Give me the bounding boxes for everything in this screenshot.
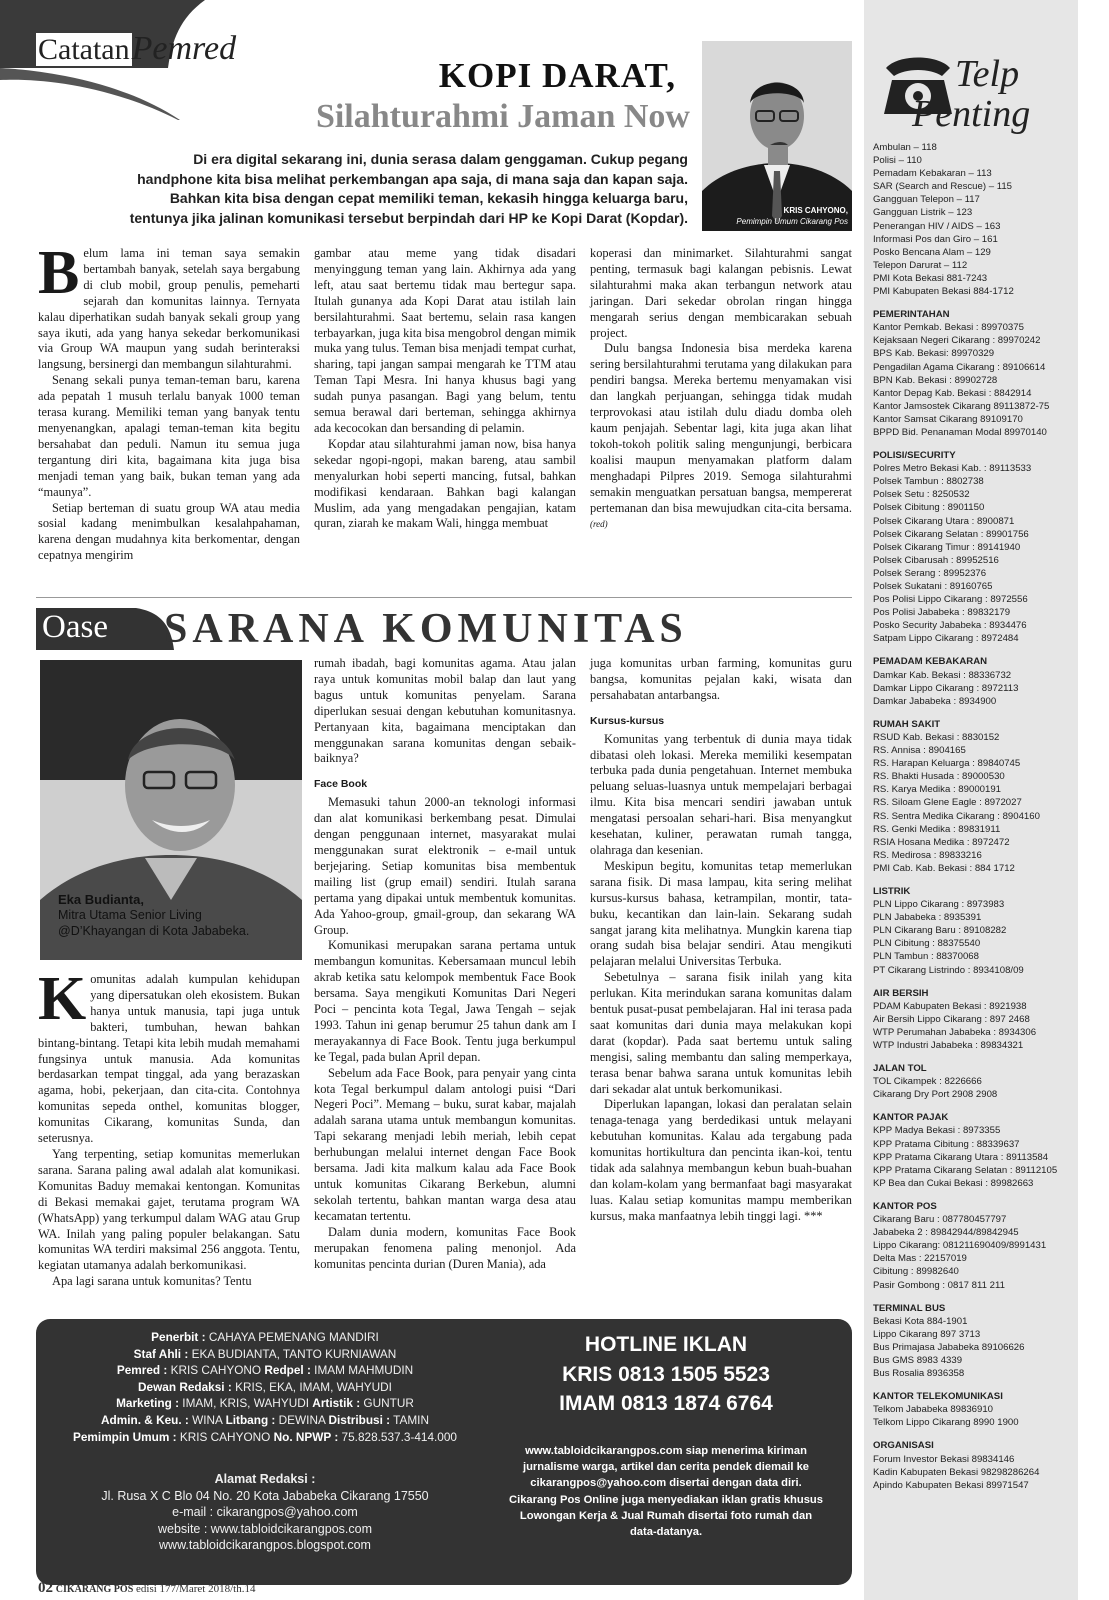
masthead-value: IMAM, KRIS, WAHYUDI xyxy=(179,1396,313,1411)
phone-entry: Telkom Lippo Cikarang 8990 1900 xyxy=(873,1417,1019,1429)
masthead-value: 75.828.537.3-414.000 xyxy=(338,1429,457,1444)
paragraph xyxy=(590,341,852,533)
phone-entry: Pos Polisi Lippo Cikarang : 8972556 xyxy=(873,594,1028,606)
phone-entry: Kejaksaan Negeri Cikarang : 89970242 xyxy=(873,335,1041,347)
phone-entry: Apindo Kabupaten Bekasi 89971547 xyxy=(873,1479,1029,1491)
phone-entry: WTP Perumahan Jababeka : 8934306 xyxy=(873,1026,1037,1038)
phone-entry: Damkar Jababeka : 8934900 xyxy=(873,695,997,707)
paragraph: omunitas adalah kumpulan kehidupan yang dipersatukan oleh ekosistem. Bukan hanya untuk manusia, tapi juga untuk bakteri, tumbuhan, hewan bahkan bintang-bintang. Tetapi kita lebih mudah memahami fungsinya untuk manusia. Ada komunitas berdasarkan tempat tinggal, ada yang berazaskan agama, hobi, pekerjaan, dan cita-cita. Contohnya komunitas sepeda onthel, komunitas blogger, komunitas Cikarang, komunitas Sunda, dan seterusnya. xyxy=(38,972,300,1146)
phone-entry: Kantor Depag Kab. Bekasi : 8842914 xyxy=(873,387,1032,399)
directory-section-title: KANTOR TELEKOMUNIKASI xyxy=(873,1391,1003,1403)
phone-entry: PMI Kota Bekasi 881-7243 xyxy=(873,272,988,284)
phone-entry: Forum Investor Bekasi 89834146 xyxy=(873,1453,1015,1465)
phone-entry: PLN Tambun : 88370068 xyxy=(873,951,979,963)
catatan-label xyxy=(36,30,236,68)
online-notice: www.tabloidcikarangpos.com siap menerima kiriman jurnalisme warga, artikel dan cerita pendek diemail ke cikarangpos@yahoo.com disertai dengan data diri. Cikarang Pos Online juga menyediakan iklan gratis khusus Lowongan Kerja & Jual Rumah disertai foto rumah dan data-datanya. xyxy=(509,1445,823,1539)
phone-entry: KPP Pratama Cikarang Selatan : 89112105 xyxy=(873,1164,1058,1176)
paragraph: rumah ibadah, bagi komunitas agama. Atau jalan raya untuk komunitas mobil balap dan laut yang bagus untuk komunitas penyelam. Sarana diperlukan sesuai dengan kebutuhan komunitasnya. Pertanyaan kita, bagaimana menciptakan dan menggunakan sarana komunitas dengan sebaik-baiknya? xyxy=(314,656,576,766)
phone-entry: Polsek Tambun : 8802738 xyxy=(873,476,984,488)
paragraph: juga komunitas urban farming, komunitas guru bangsa, komunitas pejalan kaki, wisata dan persahabatan antarbangsa. xyxy=(590,656,852,702)
eka-caption-role1: Mitra Utama Senior Living xyxy=(58,908,202,922)
phone-entry: Air Bersih Lippo Cikarang : 897 2468 xyxy=(873,1013,1030,1025)
pemred-word: Pemred xyxy=(131,30,237,67)
phone-entry: Cikarang Dry Port 2908 2908 xyxy=(873,1089,998,1101)
red-tag: (red) xyxy=(590,519,608,530)
masthead-line xyxy=(50,1379,480,1396)
phone-entry: Gangguan Listrik – 123 xyxy=(873,207,973,219)
phone-entry: Penerangan HIV / AIDS – 163 xyxy=(873,220,1001,232)
article2-col2 xyxy=(314,656,576,1272)
subheading-kursus: Kursus-kursus xyxy=(590,714,665,727)
photo-caption-role: Pemimpin Umum Cikarang Pos xyxy=(736,217,848,226)
paragraph: Diperlukan lapangan, lokasi dan peralatan selain tenaga-tenaga yang berdedikasi untuk melayani kebutuhan komunitas. Kalau ada tergabung pada komunitas hortikultura dan pencinta ikan-koi, tentu tidak ada salahnya membangun kebun buah-buahan dan kolam-kolam yang bermanfaat bagi masyarakat luas. Kalau setiap komunitas mampu memberikan kursus, maka manfaatnya lebih tinggi lagi. *** xyxy=(590,1097,852,1223)
headline-line1: KOPI DARAT, xyxy=(438,56,676,95)
eka-caption-name: Eka Budianta, xyxy=(58,892,144,907)
phone-entry: RS. Harapan Keluarga : 89840745 xyxy=(873,758,1021,770)
paragraph: Setiap berteman di suatu group WA atau media sosial kadang menimbulkan kesalahpahaman, karena dengan mudahnya kita berkomentar, dengan cepatnya mengirim xyxy=(38,500,300,563)
paragraph: elum lama ini teman saya semakin bertambah banyak, setelah saya bergabung di club mobil, group penulis, pemeharti sejarah dan komunitas lainnya. Ternyata kalau diperhatikan sudah banyak sekali group yang saya ikuti, ada yang hanya sekedar berkomunikasi via Group WA maupun yang sudah berinteraksi langsung, bersinergi dan membangun silahturahmi. xyxy=(38,246,300,372)
masthead-label: Redpel : xyxy=(264,1363,311,1378)
author-photo-eka xyxy=(40,660,302,960)
phone-entry: Polsek Cibitung : 8901150 xyxy=(873,502,985,514)
directory-section-title: TERMINAL BUS xyxy=(873,1302,946,1314)
phone-entry: BPN Kab. Bekasi : 89902728 xyxy=(873,374,998,386)
masthead-line xyxy=(50,1412,480,1429)
paragraph: Kopdar atau silahturahmi jaman now, bisa hanya sekedar ngopi-ngopi, makan bareng, atau sambil menyalurkan hobi seperti mancing, futsal, bahkan modifikasi kendaraan. Bahkan bagi kalangan Muslim, ada yang mengadakan pengajian, katam quran, ziarah ke makam Wali, hingga membuat xyxy=(314,436,576,531)
phone-entry: Posko Bencana Alam – 129 xyxy=(873,246,991,258)
email-text: e-mail : cikarangpos@yahoo.com xyxy=(172,1505,358,1520)
masthead-line xyxy=(50,1362,480,1379)
paragraph: Meskipun begitu, komunitas tetap memerlukan sarana fisik. Di masa lampau, kita sering melihat kursus-kursus bahasa, ketrampilan, montir, tata-buku, kecantikan dan lain-lain. Sekarang sudah sangat jarang kita melihatnya. Mungkin karena tiap orang sudah bisa belajar sendiri. Atau mengikuti pelajaran melalui Universitas Terbuka. xyxy=(590,858,852,969)
masthead-label: Pemimpin Umum : xyxy=(73,1429,177,1444)
phone-entry: Bekasi Kota 884-1901 xyxy=(873,1315,968,1327)
catatan-word: Catatan xyxy=(38,33,130,66)
paragraph: Komunitas yang terbentuk di dunia maya tidak dibatasi oleh lokasi. Mereka memiliki kesempatan terbuka pada dunia pengetahuan. Internet membuka peluang seluas-luasnya untuk mempelajari berbagai ilmu. Kita bisa mencari sendiri jawaban untuk mengatasi persoalan sehari-hari. Bisa menyangkut kesehatan, kuliner, perawatan rumah tangga, olahraga dan kesenian. xyxy=(590,731,852,857)
phone-entry: Kantor Samsat Cikarang 89109170 xyxy=(873,413,1023,425)
masthead-label: Pemred : xyxy=(116,1363,168,1378)
hotline-title: HOTLINE IKLAN xyxy=(584,1333,748,1356)
eka-caption-role2: @D’Khayangan di Kota Jababeka. xyxy=(58,924,250,938)
article2-col3 xyxy=(590,656,852,1225)
edition-text: edisi 177/Maret 2018/th.14 xyxy=(133,1583,256,1595)
masthead-label: Staf Ahli : xyxy=(133,1346,189,1361)
paragraph: Sebetulnya – sarana fisik inilah yang kita perlukan. Kita merindukan sarana komunitas dalam bentuk pusat-pusat pembelajaran. Hal ini terasa pada saat komunitas dari dunia maya melakukan kopi darat (kopdar). Pada saat bertemu untuk saling mengisi, saling membantu dan saling memperkaya, terasa benar bahwa sarana untuk komunitas lebih dari sekadar alat untuk berkomunikasi. xyxy=(590,970,852,1096)
phone-entry: PLN Lippo Cikarang : 8973983 xyxy=(873,899,1005,911)
masthead-label: Artistik : xyxy=(312,1396,361,1411)
article1-col2 xyxy=(314,246,576,532)
masthead-value: KRIS CAHYONO xyxy=(176,1429,274,1444)
paragraph: Komunikasi merupakan sarana pertama untuk membangun komunitas. Kebersamaan muncul lebih akrab ketika satu kelompok membentuk Face Book bersama. Saya mengikuti Komunitas Dari Negeri Poci – pencinta kota Tegal, Jawa Tengah – sejak 1993. Tahun ini genap berumur 25 tahun dank am I merayakannya di Face Book. Tentu juga berkumpul ke Tegal, pada bulan April depan. xyxy=(314,938,576,1064)
phone-entry: Polsek Setu : 8250532 xyxy=(873,489,970,501)
phone-entry: Polsek Cikarang Utara : 8900871 xyxy=(873,515,1015,527)
masthead-label: No. NPWP : xyxy=(273,1429,339,1444)
hotline-imam: IMAM 0813 1874 6764 xyxy=(559,1392,773,1415)
page-footer xyxy=(38,1580,255,1597)
paragraph: Dalam dunia modern, komunitas Face Book merupakan fenomena paling menonjol. Ada komunitas pencinta durian (Duren Mania), ada xyxy=(314,1224,576,1271)
phone-entry: Gangguan Telepon – 117 xyxy=(873,194,980,206)
phone-entry: Kadin Kabupaten Bekasi 98298286264 xyxy=(873,1466,1040,1478)
masthead-line xyxy=(50,1346,480,1363)
masthead-credits xyxy=(50,1329,480,1445)
phone-entry: RS. Sentra Medika Cikarang : 8904160 xyxy=(873,810,1040,822)
masthead-value: CAHAYA PEMENANG MANDIRI xyxy=(205,1330,379,1344)
phone-entry: Jababeka 2 : 89842944/89842945 xyxy=(873,1227,1019,1239)
directory-section-title: POLISI/SECURITY xyxy=(873,450,956,462)
directory-section-title: KANTOR POS xyxy=(873,1200,937,1212)
masthead-value: EKA BUDIANTA, TANTO KURNIAWAN xyxy=(188,1346,397,1361)
phone-entry: Pasir Gombong : 0817 811 211 xyxy=(873,1279,1005,1291)
phone-entry: WTP Industri Jababeka : 89834321 xyxy=(873,1040,1024,1051)
masthead-value: KRIS CAHYONO xyxy=(167,1363,265,1378)
phone-entry: RS. Annisa : 8904165 xyxy=(873,745,966,757)
masthead-value: TAMIN xyxy=(390,1412,429,1427)
article1-col1 xyxy=(38,239,300,564)
phone-entry: Damkar Kab. Bekasi : 88336732 xyxy=(873,669,1012,681)
paragraph: Apa lagi sarana untuk komunitas? Tentu xyxy=(52,1274,252,1289)
photo-caption-name: KRIS CAHYONO, xyxy=(783,206,848,215)
paragraph: gambar atau meme yang tidak disadari menyinggung teman yang lain. Akhirnya ada yang left, atau saat bertemu tidak mau bertegur sapa. Itulah gunanya ada Kopi Darat atau istilah lain bersilahturahmi. Saat bertemu, selain rasa kangen terbayarkan, juga kita bisa mengobrol dengan mimik muka yang tulus. Teman bisa menjadi tempat curhat, sharing, tapi jangan sampai mengarah ke TTM atau Teman Tapi Mesra. Ini hanya khusus bagi yang sudah punya pasangan. Bagi yang belum, tentu semua berawal dari berteman, sehingga akhirnya ada kecocokan dan bersanding di pelamin. xyxy=(314,246,576,435)
phone-entry: KP Bea dan Cukai Bekasi : 89982663 xyxy=(873,1177,1034,1189)
masthead-label: Distribusi : xyxy=(328,1412,391,1427)
masthead-label: Dewan Redaksi : xyxy=(138,1379,232,1394)
masthead-value: WINA xyxy=(188,1412,226,1427)
phone-entry: Informasi Pos dan Giro – 161 xyxy=(873,233,998,245)
section-divider xyxy=(36,597,852,598)
phone-entry: RSUD Kab. Bekasi : 8830152 xyxy=(873,731,1000,743)
masthead-label: Admin. & Keu. : xyxy=(101,1412,189,1427)
directory-section-title: PEMADAM KEBAKARAN xyxy=(873,656,988,668)
author-photo-kris xyxy=(702,41,852,231)
phone-entry: RS. Karya Medika : 89000191 xyxy=(873,784,1001,796)
phone-entry: Polres Metro Bekasi Kab. : 89113533 xyxy=(873,463,1032,475)
portrait-illustration xyxy=(702,41,852,231)
masthead-line xyxy=(50,1395,480,1412)
article1-col3 xyxy=(590,246,852,533)
directory-section-title: ORGANISASI xyxy=(873,1440,934,1452)
paragraph: Memasuki tahun 2000-an teknologi informasi dan alat komunikasi berkembang pesat. Dimulai dengan penggunaan internet, masyarakat mulai menggunakan surat elektronik – e-mail untuk berjejaring. Setiap komunitas bisa membentuk mailing list (grup email) sendiri. Itulah sarana pertama yang dipakai untuk membentuk komunitas. Ada Yahoo-group, gmail-group, dan sekarang WA Group. xyxy=(314,795,576,937)
phone-entry: RS. Bhakti Husada : 89000530 xyxy=(873,771,1005,783)
phone-entry: PDAM Kabupaten Bekasi : 8921938 xyxy=(873,1000,1027,1012)
phone-entry: PLN Cibitung : 88375540 xyxy=(873,938,981,950)
directory-section-title: KANTOR PAJAK xyxy=(873,1112,949,1124)
blog-text: www.tabloidcikarangpos.blogspot.com xyxy=(159,1538,371,1553)
phone-entry: BPPD Bid. Penanaman Modal 89970140 xyxy=(873,426,1047,438)
phone-entry: PLN Jababeka : 8935391 xyxy=(873,912,982,924)
subheading-facebook: Face Book xyxy=(314,778,368,791)
oase-title: SARANA KOMUNITAS xyxy=(164,606,688,652)
masthead-line xyxy=(50,1329,480,1346)
article2-col1 xyxy=(38,965,300,1290)
phone-entry: PMI Kabupaten Bekasi 884-1712 xyxy=(873,286,1014,298)
phone-entry: Polsek Cibarusah : 89952516 xyxy=(873,554,999,566)
article1-dropcap: B xyxy=(38,239,80,307)
directory-section-title: JALAN TOL xyxy=(873,1063,927,1075)
masthead-label: Litbang : xyxy=(225,1412,276,1427)
phone-entry: Telepon Darurat – 112 xyxy=(873,259,968,271)
directory-section-title: AIR BERSIH xyxy=(873,987,929,999)
page-number: 02 xyxy=(38,1580,53,1596)
phone-entry: Ambulan – 118 xyxy=(873,142,937,153)
masthead-label: Penerbit : xyxy=(151,1330,206,1344)
telp-title: Telp xyxy=(955,53,1020,95)
phone-entry: Satpam Lippo Cikarang : 8972484 xyxy=(873,633,1019,645)
phone-entry: Polsek Serang : 89952376 xyxy=(873,567,987,579)
phone-entry: Polsek Cikarang Timur : 89141940 xyxy=(873,541,1021,553)
paragraph: Yang terpenting, setiap komunitas memerlukan sarana. Sarana paling awal adalah alat komunikasi. Komunitas Baduy memakai kentongan. Komunitas di Bekasi memakai gajet, terutama program WA (WhatsApp) yang terkumpul dalam WAG atau Grup WA. Inilah yang paling populer belakangan. Satu komunitas WA terdiri maksimal 256 anggota. Tentu, kegiatan utamanya adalah berkomunikasi. xyxy=(38,1146,300,1273)
phone-entry: Bus Rosalia 8936358 xyxy=(873,1368,965,1380)
phone-entry: RS. Siloam Glene Eagle : 8972027 xyxy=(873,797,1022,809)
phone-entry: TOL Cikampek : 8226666 xyxy=(873,1076,982,1088)
phone-entry: PLN Cikarang Baru : 89108282 xyxy=(873,925,1007,937)
brand-name: CIKARANG POS xyxy=(55,1584,134,1595)
hotline-kris: KRIS 0813 1505 5523 xyxy=(562,1363,770,1386)
phone-entry: RS. Medirosa : 89833216 xyxy=(873,849,982,861)
directory-section-title: PEMERINTAHAN xyxy=(873,309,950,321)
masthead-value: KRIS, EKA, IMAM, WAHYUDI xyxy=(231,1379,392,1394)
phone-entry: Cikarang Baru : 087780457797 xyxy=(873,1214,1007,1226)
phone-entry: Damkar Lippo Cikarang : 8972113 xyxy=(873,682,1019,694)
phone-entry: RSIA Hosana Medika : 8972472 xyxy=(873,836,1010,848)
phone-entry: Delta Mas : 22157019 xyxy=(873,1253,967,1265)
phone-entry: SAR (Search and Rescue) – 115 xyxy=(873,181,1013,193)
phone-entry: Pos Polisi Jababeka : 89832179 xyxy=(873,607,1011,619)
phone-entry: Telkom Jababeka 89836910 xyxy=(873,1404,994,1416)
phone-entry: Pengadilan Agama Cikarang : 89106614 xyxy=(873,361,1046,373)
masthead-value: IMAM MAHMUDIN xyxy=(310,1363,414,1378)
phone-entry: RS. Genki Medika : 89831911 xyxy=(873,823,1001,835)
address-text: Jl. Rusa X C Blo 04 No. 20 Kota Jababeka Cikarang 17550 xyxy=(101,1488,429,1503)
paragraph-text: Dulu bangsa Indonesia bisa merdeka karena sering bersilahturahmi terutama yang dilakukan para pendiri bangsa. Mereka bertemu menyamakan visi dan langkah perjuangan, sehingga tidak mudah terprovokasi atau istilah dulu diadu domba oleh kaum penjajah. Sebentar lagi, kita juga akan lihat tokoh-tokoh politik saling mengunjungi, berbicara koalisi maupun menyamakan platform dalam menghadapi Pilpres 2019. Semoga silahturahmi semakin menguatkan persatuan bangsa, mempererat pertemanan dan bisa mewujudkan cita-cita bersama. xyxy=(590,341,852,515)
website-text: website : www.tabloidcikarangpos.com xyxy=(158,1521,372,1536)
phone-entry: Kantor Pemkab. Bekasi : 89970375 xyxy=(873,322,1024,334)
phone-entry: PT Cikarang Listrindo : 8934108/09 xyxy=(873,964,1024,976)
masthead-value: DEWINA xyxy=(275,1412,329,1427)
phone-entry: KPP Madya Bekasi : 8973355 xyxy=(873,1125,1001,1137)
phone-entry: Pemadam Kebakaran – 113 xyxy=(873,168,992,180)
headline-line2: Silahturahmi Jaman Now xyxy=(315,98,690,135)
paragraph: Sebelum ada Face Book, para penyair yang cinta kota Tegal berkumpul dalam antologi puisi “Dari Negeri Poci”. Memang – buku, surat kabar, majalah adalah sarana utama untuk membangun komunitas. Tapi sekarang menjadi lebih meriah, lebih cepat berhubungan melalui internet dengan Face Book bersama. Jadi kita malkum kalau ada Face Book untuk komunitas Cikarang Berkebun, alumni sekolah tertentu, bahkan mantan warga desa atau kecamatan tertentu. xyxy=(314,1065,576,1223)
phone-entry: Polsek Cikarang Selatan : 89901756 xyxy=(873,528,1029,540)
phone-entry: PMI Cab. Kab. Bekasi : 884 1712 xyxy=(873,862,1015,874)
phone-entry: Polsek Sukatani : 89160765 xyxy=(873,581,993,592)
phone-entry: KPP Pratama Cikarang Utara : 89113584 xyxy=(873,1151,1049,1163)
masthead-box xyxy=(36,1319,852,1585)
phone-entry: Bus Primajasa Jababeka 89106626 xyxy=(873,1341,1025,1353)
oase-label: Oase xyxy=(42,609,108,645)
phone-entry: Bus GMS 8983 4339 xyxy=(873,1354,963,1366)
article2-dropcap: K xyxy=(38,965,87,1033)
directory-section-title: LISTRIK xyxy=(873,885,911,897)
masthead-value: GUNTUR xyxy=(360,1396,414,1411)
phone-entry: Kantor Jamsostek Cikarang 89113872-75 xyxy=(873,400,1050,412)
phone-directory xyxy=(873,141,1078,1492)
phone-entry: KPP Pratama Cibitung : 88339637 xyxy=(873,1138,1020,1150)
address-title: Alamat Redaksi : xyxy=(214,1472,316,1486)
directory-section-title: RUMAH SAKIT xyxy=(873,718,941,730)
penting-title: Penting xyxy=(912,93,1031,135)
phone-entry: Lippo Cikarang 897 3713 xyxy=(873,1328,981,1340)
paragraph: Senang sekali punya teman-teman baru, karena ada pepatah 1 musuh terlalu banyak 1000 teman terasa kurang. Memiliki teman yang banyak tentu menyenangkan, apalagi teman-teman kita begitu bersahabat dan peduli. Namun itu semua juga tergantung diri kita, bagaimana kita juga bisa menjadi teman yang baik, bukan teman yang ada “maunya”. xyxy=(38,373,300,499)
paragraph: koperasi dan minimarket. Silahturahmi sangat penting, termasuk bagi kalangan pebisnis. Lewat silahturahmi maka akan terbangun network atau jaringan. Dari sekedar obrolan ringan hingga mengarah serius dengan membicarakan sebuah project. xyxy=(590,246,852,340)
masthead-line xyxy=(50,1429,480,1446)
lede-paragraph: Di era digital sekarang ini, dunia serasa dalam genggaman. Cukup pegang handphone kita bisa melihat perkembangan apa saja, di mana saja dan kapan saja. Bahkan kita bisa dengan cepat memiliki teman, kekasih hingga keluarga baru, tentunya jika jalinan komunikasi tersebut berpindah dari HP ke Kopi Darat (Kopdar). xyxy=(129,151,688,226)
phone-entry: Polisi – 110 xyxy=(873,155,922,167)
phone-entry: Posko Security Jababeka : 8934476 xyxy=(873,620,1027,632)
address-block xyxy=(50,1471,480,1554)
phone-entry: Lippo Cikarang: 081211690409/8991431 xyxy=(873,1240,1047,1252)
phone-entry: Cibitung : 89982640 xyxy=(873,1266,959,1278)
phone-entry: BPS Kab. Bekasi: 89970329 xyxy=(873,348,995,360)
masthead-label: Marketing : xyxy=(116,1396,180,1411)
